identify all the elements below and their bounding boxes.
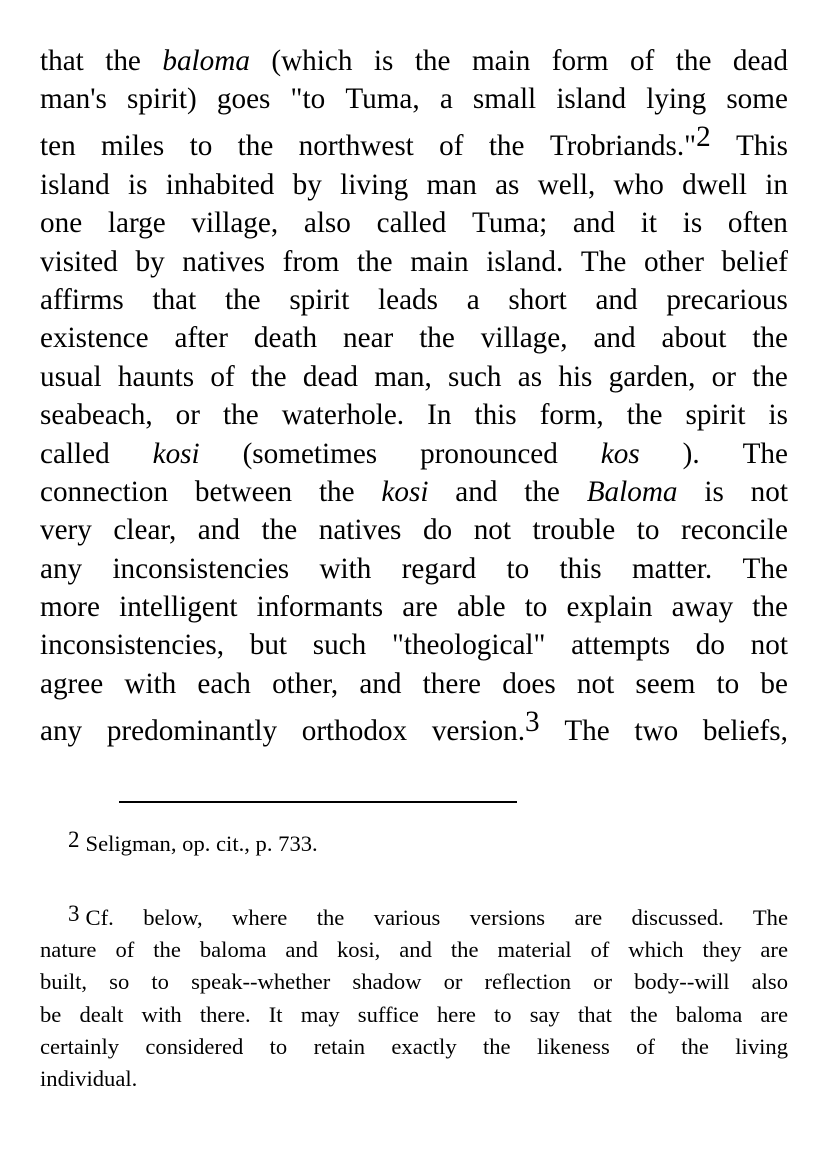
term-baloma: baloma bbox=[162, 45, 250, 77]
word: any bbox=[40, 714, 83, 747]
word: village, bbox=[480, 322, 568, 355]
text-line-14 bbox=[40, 550, 788, 588]
word: with bbox=[319, 552, 372, 585]
word: of bbox=[439, 130, 464, 163]
word: the bbox=[237, 130, 274, 163]
footnote-line-start bbox=[68, 902, 86, 934]
word: garden, bbox=[608, 360, 696, 393]
word: the bbox=[752, 591, 788, 624]
word: as bbox=[517, 360, 543, 393]
word: main bbox=[471, 45, 531, 77]
word: more bbox=[40, 591, 100, 624]
word: the bbox=[318, 475, 355, 508]
word: a bbox=[466, 283, 480, 316]
word: such bbox=[312, 629, 367, 662]
word: Tuma; bbox=[472, 207, 548, 240]
word: matter. bbox=[631, 552, 713, 585]
word: ). bbox=[682, 437, 700, 470]
word: a bbox=[439, 83, 453, 116]
word: seabeach, bbox=[40, 399, 153, 432]
footnote-line bbox=[40, 828, 788, 860]
word: and bbox=[455, 475, 498, 508]
word: well, bbox=[537, 168, 596, 201]
footnote-text: individual. bbox=[40, 1065, 138, 1091]
word: by bbox=[135, 245, 165, 278]
text-line-4 bbox=[40, 166, 788, 204]
word: (which bbox=[271, 45, 353, 77]
word: This bbox=[736, 130, 788, 163]
word: and bbox=[595, 283, 638, 316]
word: Trobriands." bbox=[549, 130, 697, 163]
footnote-line bbox=[40, 902, 788, 934]
term-kosi: kosi bbox=[381, 475, 429, 508]
word: do bbox=[422, 514, 453, 547]
word: the bbox=[414, 45, 451, 77]
word: dead bbox=[732, 45, 788, 77]
word: not bbox=[750, 629, 788, 662]
word: there bbox=[422, 667, 482, 700]
word: usual bbox=[40, 360, 102, 393]
word: and bbox=[197, 514, 240, 547]
word: or bbox=[711, 360, 736, 393]
body-text bbox=[40, 42, 788, 750]
word: village, bbox=[191, 207, 279, 240]
word: not bbox=[750, 475, 788, 508]
footnote-number: 3 bbox=[68, 901, 80, 926]
footnote-text: Seligman, op. cit., p. 733. bbox=[85, 831, 318, 856]
word: miles bbox=[101, 130, 165, 163]
word: island bbox=[40, 168, 110, 201]
text-line-12 bbox=[40, 473, 788, 511]
word: inconsistencies, bbox=[40, 629, 225, 662]
word: ten bbox=[40, 130, 76, 163]
word: is bbox=[373, 45, 394, 77]
word: who bbox=[613, 168, 664, 201]
word: with bbox=[124, 667, 177, 700]
word: about bbox=[661, 322, 727, 355]
word: spirit bbox=[289, 283, 350, 316]
word: that bbox=[40, 45, 84, 77]
word: between bbox=[194, 475, 293, 508]
word: the bbox=[752, 360, 788, 393]
word: the bbox=[105, 45, 141, 77]
text-line-9 bbox=[40, 358, 788, 396]
word: not bbox=[473, 514, 511, 547]
word: the bbox=[626, 399, 663, 432]
word: (sometimes bbox=[242, 437, 378, 470]
word: The bbox=[580, 245, 627, 278]
word: death bbox=[253, 322, 318, 355]
footnote-2 bbox=[40, 828, 788, 860]
word: seem bbox=[635, 667, 696, 700]
word: attempts bbox=[571, 629, 671, 662]
word: is bbox=[682, 207, 703, 240]
word: each bbox=[197, 667, 251, 700]
word: the bbox=[261, 514, 298, 547]
text-line-7 bbox=[40, 281, 788, 319]
word: orthodox bbox=[301, 714, 408, 747]
word: any bbox=[40, 552, 83, 585]
word: to bbox=[524, 591, 548, 624]
word: man, bbox=[374, 360, 432, 393]
word: explain bbox=[566, 591, 653, 624]
word: visited bbox=[40, 245, 118, 278]
text-line-8 bbox=[40, 319, 788, 357]
word: agree bbox=[40, 667, 104, 700]
word: some bbox=[726, 83, 788, 116]
word: waterhole. bbox=[281, 399, 405, 432]
term-baloma: Baloma bbox=[586, 475, 678, 508]
word: of bbox=[629, 45, 655, 77]
word: clear, bbox=[113, 514, 177, 547]
word: "theological" bbox=[391, 629, 546, 662]
word: The bbox=[564, 714, 610, 747]
footnote-text: built, so to speak--whether shadow or reflection or body--will also bbox=[40, 969, 788, 995]
word: spirit) bbox=[127, 83, 197, 116]
word: informants bbox=[256, 591, 384, 624]
word: belief bbox=[721, 245, 788, 278]
term-kos: kos bbox=[600, 437, 640, 470]
word: living bbox=[340, 168, 409, 201]
word: after bbox=[174, 322, 228, 355]
text-line-5 bbox=[40, 204, 788, 242]
word: it bbox=[640, 207, 657, 240]
word: intelligent bbox=[119, 591, 238, 624]
footnote-text: nature of the baloma and kosi, and the material of which they are bbox=[40, 937, 788, 963]
word: and bbox=[593, 322, 636, 355]
word: the bbox=[223, 399, 259, 432]
word: very bbox=[40, 514, 92, 547]
word: short bbox=[508, 283, 567, 316]
word: small bbox=[472, 83, 537, 116]
word: called bbox=[40, 437, 110, 470]
term-kosi: kosi bbox=[152, 437, 200, 470]
word: form, bbox=[539, 399, 604, 432]
word: man's bbox=[40, 83, 107, 116]
footnote-text: be dealt with there. It may suffice here to say that the baloma are bbox=[40, 1001, 788, 1027]
footnote-text: certainly considered to retain exactly the likeness of the living bbox=[40, 1033, 788, 1059]
word: the bbox=[224, 283, 261, 316]
word: this bbox=[474, 399, 517, 432]
footnote-text: Cf. below, where the various versions are discussed. The bbox=[85, 905, 788, 930]
word: is bbox=[768, 399, 788, 432]
text-line-2 bbox=[40, 80, 788, 118]
word: large bbox=[107, 207, 166, 240]
text-line-1 bbox=[40, 42, 788, 80]
text-line-6 bbox=[40, 243, 788, 281]
word: the bbox=[752, 322, 788, 355]
word: main bbox=[410, 245, 469, 278]
word: lying bbox=[646, 83, 707, 116]
word: inhabited bbox=[165, 168, 275, 201]
word: regard bbox=[401, 552, 477, 585]
word: dead bbox=[302, 360, 358, 393]
word: inconsistencies bbox=[112, 552, 290, 585]
word: the bbox=[419, 322, 455, 355]
word: the bbox=[675, 45, 712, 77]
footnote-3 bbox=[40, 902, 788, 1095]
text-line-16 bbox=[40, 626, 788, 664]
word: other, bbox=[272, 667, 339, 700]
footnote-ref-3[interactable]: 3 bbox=[525, 705, 540, 738]
word: island bbox=[556, 83, 627, 116]
word: man bbox=[426, 168, 477, 201]
word: connection bbox=[40, 475, 169, 508]
word: does bbox=[502, 667, 556, 700]
word: In bbox=[427, 399, 452, 432]
word: trouble bbox=[532, 514, 616, 547]
word: called bbox=[376, 207, 447, 240]
word: pronounced bbox=[420, 437, 558, 470]
word: the bbox=[250, 360, 287, 393]
word: from bbox=[282, 245, 340, 278]
word: natives bbox=[318, 514, 402, 547]
word: as bbox=[495, 168, 520, 201]
word: one bbox=[40, 207, 83, 240]
word-with-footnote bbox=[549, 121, 711, 165]
word: also bbox=[303, 207, 351, 240]
word: do bbox=[695, 629, 725, 662]
word: to bbox=[189, 130, 213, 163]
word: The bbox=[742, 437, 788, 470]
word: his bbox=[558, 360, 593, 393]
word: that bbox=[152, 283, 197, 316]
word: and bbox=[572, 207, 616, 240]
word: by bbox=[292, 168, 322, 201]
word: Tuma, bbox=[345, 83, 420, 116]
word: dwell bbox=[682, 168, 747, 201]
word: other bbox=[643, 245, 704, 278]
word: two bbox=[634, 714, 679, 747]
word: to bbox=[636, 514, 660, 547]
word: or bbox=[175, 399, 200, 432]
word: of bbox=[210, 360, 235, 393]
word: be bbox=[760, 667, 788, 700]
word: leads bbox=[378, 283, 439, 316]
word: existence bbox=[40, 322, 149, 355]
text-line-17 bbox=[40, 665, 788, 703]
word: the bbox=[488, 130, 525, 163]
word: the bbox=[524, 475, 560, 508]
word: not bbox=[576, 667, 615, 700]
word: beliefs, bbox=[702, 714, 788, 747]
word: able bbox=[456, 591, 506, 624]
word: northwest bbox=[298, 130, 414, 163]
word: near bbox=[343, 322, 394, 355]
word: in bbox=[765, 168, 788, 201]
word: and bbox=[359, 667, 402, 700]
word: precarious bbox=[666, 283, 788, 316]
text-line-15 bbox=[40, 588, 788, 626]
word: this bbox=[559, 552, 602, 585]
text-line-18 bbox=[40, 703, 788, 750]
footnote-separator bbox=[119, 801, 517, 803]
word: "to bbox=[290, 83, 326, 116]
word: goes bbox=[216, 83, 271, 116]
word: but bbox=[249, 629, 288, 662]
word: version. bbox=[431, 714, 526, 747]
word: away bbox=[671, 591, 734, 624]
word: such bbox=[448, 360, 502, 393]
word: to bbox=[506, 552, 530, 585]
footnote-ref-2[interactable]: 2 bbox=[696, 121, 711, 154]
footnote-number: 2 bbox=[68, 827, 80, 852]
text-line-3 bbox=[40, 119, 788, 166]
word: spirit bbox=[685, 399, 746, 432]
word: affirms bbox=[40, 283, 124, 316]
text-line-11 bbox=[40, 435, 788, 473]
word: are bbox=[402, 591, 438, 624]
word: to bbox=[716, 667, 740, 700]
text-line-10 bbox=[40, 396, 788, 434]
word: island. bbox=[486, 245, 564, 278]
word: is bbox=[704, 475, 724, 508]
word: reconcile bbox=[681, 514, 788, 547]
word: natives bbox=[182, 245, 265, 278]
word: haunts bbox=[117, 360, 195, 393]
word-with-footnote bbox=[431, 705, 540, 750]
word: often bbox=[727, 207, 788, 240]
word: is bbox=[128, 168, 148, 201]
word: The bbox=[742, 552, 788, 585]
word: form bbox=[551, 45, 609, 77]
word: predominantly bbox=[106, 714, 278, 747]
word: the bbox=[356, 245, 393, 278]
text-line-13 bbox=[40, 511, 788, 549]
